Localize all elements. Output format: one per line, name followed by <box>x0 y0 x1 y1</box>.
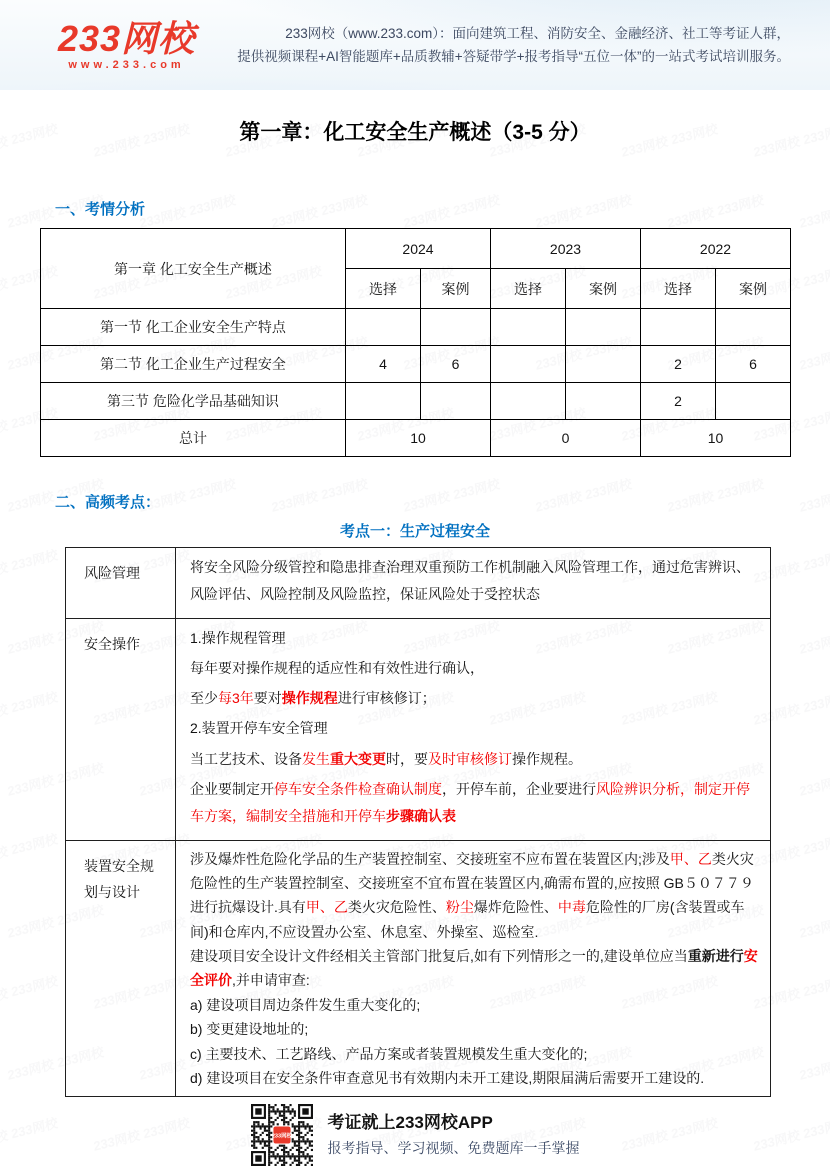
exam-row-label: 第三节 危险化学品基础知识 <box>41 383 346 420</box>
text-segment: 每年要对操作规程的适应性和有效性进行确认， <box>190 659 484 676</box>
app-promo-footer <box>0 1104 830 1166</box>
text-segment: 风险辨识分析，制定开停车方案，编制安全措施和开停车 <box>190 781 750 825</box>
text-segment: 操作规程。 <box>512 750 582 767</box>
exam-cell: 6 <box>716 346 791 383</box>
text-segment: 安全评价 <box>190 948 758 989</box>
exam-cell <box>716 383 791 420</box>
paragraph <box>190 655 758 682</box>
text-segment: 至少 <box>190 690 218 707</box>
paragraph <box>190 554 758 609</box>
text-segment: 将安全风险分级管控和隐患排查治理双重预防工作机制融入风险管理工作，通过危害辨识、风险评估、风险控制及风险监控，保证风险处于受控状态 <box>190 559 750 603</box>
text-segment: 要对 <box>253 690 282 707</box>
text-segment: 当工艺技术、设备 <box>190 750 302 767</box>
exam-cell <box>716 309 791 346</box>
exam-table-subheader: 案例 <box>421 269 491 309</box>
text-segment: b) 变更建设地址的; <box>190 1021 309 1038</box>
exam-table-year: 2022 <box>641 229 791 269</box>
header-tagline <box>213 22 790 68</box>
text-segment: 及时审核修订 <box>428 750 512 767</box>
text-segment: 类火灾危险性、 <box>347 899 446 916</box>
text-segment: 建设项目安全设计文件经相关主管部门批复后,如有下列情形之一的,建设单位应当 <box>190 948 688 965</box>
text-segment: 企业要制定开 <box>190 781 274 798</box>
topic-row-label: 安全操作 <box>66 618 176 840</box>
text-segment: ,并申请审查: <box>232 972 310 989</box>
paragraph <box>190 1017 758 1041</box>
header-tagline-line1: 233网校（www.233.com）：面向建筑工程、消防安全、金融经济、社工等考证人群， <box>285 26 790 41</box>
text-segment: c) 主要技术、工艺路线、产品方案或者装置规模发生重大变化的; <box>190 1045 588 1062</box>
exam-total-label: 总计 <box>41 420 346 457</box>
exam-total-cell: 10 <box>641 420 791 457</box>
topic-row-label: 装置安全规划与设计 <box>66 840 176 1097</box>
exam-row-label: 第一节 化工企业安全生产特点 <box>41 309 346 346</box>
exam-table-corner: 第一章 化工安全生产概述 <box>41 229 346 309</box>
text-segment: 涉及爆炸性危险化学品的生产装置控制室、交接班室不应布置在装置区内;涉及 <box>190 850 670 867</box>
exam-cell: 2 <box>641 346 716 383</box>
text-segment: 发生 <box>302 750 330 767</box>
section-heading-exam-analysis: 一、考情分析 <box>55 201 146 218</box>
text-segment: 时，要 <box>386 750 428 767</box>
header-tagline-line2: 提供视频课程+AI智能题库+品质教辅+答疑带学+报考指导“五位一体”的一站式考试培训服务。 <box>237 49 790 64</box>
exam-cell <box>566 309 641 346</box>
text-segment: 每3年 <box>218 690 254 707</box>
exam-cell <box>566 346 641 383</box>
exam-cell <box>566 383 641 420</box>
exam-total-cell: 10 <box>346 420 491 457</box>
text-segment: 粉尘 <box>445 899 474 916</box>
exam-table-subheader: 选择 <box>641 269 716 309</box>
text-segment: 危险性的厂房(含装置或车间)和仓库内,不应设置办公室、休息室、外操室、巡检室. <box>190 899 745 940</box>
exam-cell: 2 <box>641 383 716 420</box>
text-segment: a) 建设项目周边条件发生重大变化的; <box>190 996 421 1013</box>
paragraph <box>190 944 758 993</box>
paragraph <box>190 625 758 652</box>
exam-table-year: 2023 <box>491 229 641 269</box>
text-segment: 进行审核修订； <box>337 690 436 707</box>
exam-cell <box>491 346 566 383</box>
site-header <box>0 0 830 90</box>
exam-cell <box>641 309 716 346</box>
paragraph <box>190 1066 758 1090</box>
paragraph <box>190 715 758 742</box>
text-segment: ，开停车前，企业要进行 <box>442 781 596 798</box>
topic-row-plant-design <box>66 840 771 1097</box>
topic-row-risk-management <box>66 548 771 619</box>
topic-row-label: 风险管理 <box>66 548 176 619</box>
exam-table-subheader: 选择 <box>346 269 421 309</box>
exam-cell <box>491 309 566 346</box>
exam-table-subheader: 案例 <box>566 269 641 309</box>
footer-subtitle: 报考指导、学习视频、免费题库一手掌握 <box>327 1140 580 1156</box>
topic-table <box>65 547 771 1097</box>
text-segment: 类火灾危险性的生产装置控制室、交接班室不宜布置在装置区内,确需布置的,应按照 GB５０７７９进行抗爆设计.具有 <box>190 850 754 916</box>
logo-url: www.233.com <box>68 58 185 71</box>
text-segment: 操作规程 <box>281 690 338 707</box>
paragraph <box>190 746 758 773</box>
footer-text <box>328 1110 580 1160</box>
text-segment: 1.操作规程管理 <box>190 629 286 646</box>
exam-cell <box>421 309 491 346</box>
text-segment: 重新进行 <box>687 948 744 965</box>
exam-cell <box>491 383 566 420</box>
exam-cell <box>346 309 421 346</box>
text-segment: 爆炸危险性、 <box>473 899 558 916</box>
topic1-heading: 考点一：生产过程安全 <box>339 523 490 540</box>
logo-text: 233网校 <box>58 17 196 59</box>
text-segment: 停车安全条件检查确认制度 <box>274 781 442 798</box>
topic-row-content <box>176 548 771 619</box>
exam-table-year: 2024 <box>346 229 491 269</box>
paragraph <box>190 993 758 1017</box>
text-segment: 步骤确认表 <box>386 808 456 825</box>
app-qr-code <box>251 1104 313 1166</box>
exam-cell: 6 <box>421 346 491 383</box>
logo <box>58 17 196 71</box>
exam-cell <box>421 383 491 420</box>
paragraph <box>190 847 758 944</box>
exam-cell: 4 <box>346 346 421 383</box>
text-segment: d) 建设项目在安全条件审查意见书有效期内未开工建设,期限届满后需要开工建设的. <box>190 1069 705 1086</box>
text-segment: 中毒 <box>557 899 586 916</box>
text-segment: 甲、乙 <box>669 850 712 867</box>
exam-total-cell: 0 <box>491 420 641 457</box>
page-title: 第一章：化工安全生产概述（3-5 分） <box>239 121 591 144</box>
text-segment: 重大变更 <box>330 750 386 767</box>
exam-table-subheader: 选择 <box>491 269 566 309</box>
paragraph <box>190 776 758 831</box>
section-heading-key-points: 二、高频考点： <box>55 494 161 511</box>
text-segment: 2.装置开停车安全管理 <box>190 720 328 737</box>
paragraph <box>190 685 758 712</box>
footer-title: 考证就上233网校APP <box>327 1113 493 1132</box>
exam-row-label: 第二节 化工企业生产过程安全 <box>41 346 346 383</box>
exam-table-subheader: 案例 <box>716 269 791 309</box>
exam-stats-table <box>40 228 791 457</box>
paragraph <box>190 1042 758 1066</box>
topic-row-content <box>176 840 771 1097</box>
topic-row-content <box>176 618 771 840</box>
topic-row-safe-operation <box>66 618 771 840</box>
svg-text:233网校: 233网校 <box>271 1133 292 1140</box>
exam-cell <box>346 383 421 420</box>
text-segment: 甲、乙 <box>305 899 348 916</box>
